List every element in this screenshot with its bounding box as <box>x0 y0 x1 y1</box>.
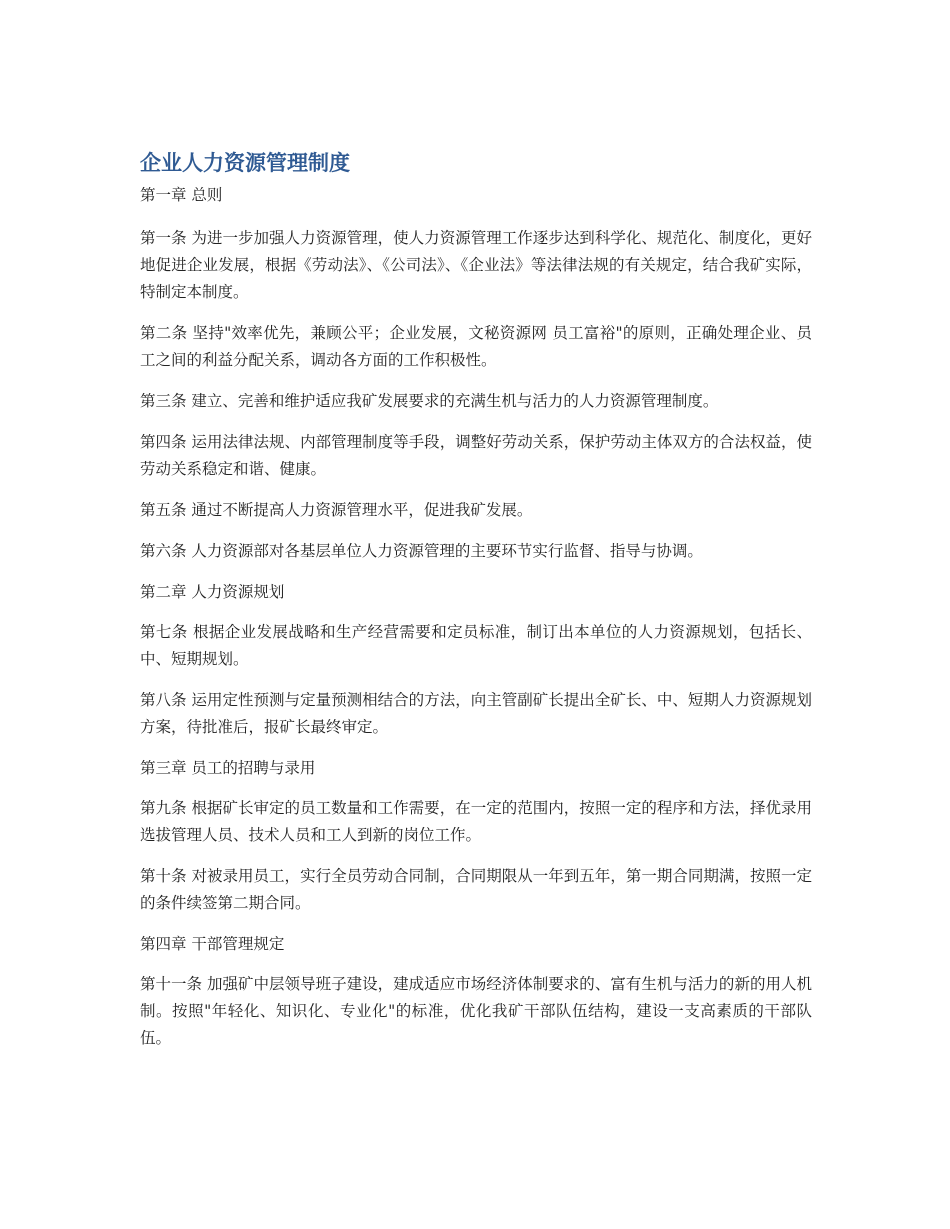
article-paragraph: 第七条 根据企业发展战略和生产经营需要和定员标准，制订出本单位的人力资源规划，包括长、中、短期规划。 <box>140 623 812 668</box>
article-paragraph: 第十一条 加强矿中层领导班子建设，建成适应市场经济体制要求的、富有生机与活力的新的用人机制。按照"年轻化、知识化、专业化"的标准，优化我矿干部队伍结构，建设一支高素质的干部队伍。 <box>140 975 812 1047</box>
chapter-heading: 第三章 员工的招聘与录用 <box>140 759 316 777</box>
chapter-heading: 第四章 干部管理规定 <box>140 935 285 953</box>
article-paragraph: 第三条 建立、完善和维护适应我矿发展要求的充满生机与活力的人力资源管理制度。 <box>140 392 719 410</box>
chapter-heading: 第一章 总则 <box>140 186 223 204</box>
document-title: 企业人力资源管理制度 <box>140 151 350 175</box>
article-paragraph: 第九条 根据矿长审定的员工数量和工作需要，在一定的范围内，按照一定的程序和方法，择优录用选拔管理人员、技术人员和工人到新的岗位工作。 <box>140 799 812 844</box>
chapter-heading: 第二章 人力资源规划 <box>140 583 285 601</box>
article-paragraph: 第五条 通过不断提高人力资源管理水平，促进我矿发展。 <box>140 501 533 519</box>
article-paragraph: 第六条 人力资源部对各基层单位人力资源管理的主要环节实行监督、指导与协调。 <box>140 542 703 560</box>
article-paragraph: 第四条 运用法律法规、内部管理制度等手段，调整好劳动关系，保护劳动主体双方的合法权益，使劳动关系稳定和谐、健康。 <box>140 433 812 478</box>
article-paragraph: 第十条 对被录用员工，实行全员劳动合同制，合同期限从一年到五年，第一期合同期满，按照一定的条件续签第二期合同。 <box>140 867 812 912</box>
article-paragraph: 第一条 为进一步加强人力资源管理，使人力资源管理工作逐步达到科学化、规范化、制度化，更好地促进企业发展，根据《劳动法》、《公司法》、《企业法》等法律法规的有关规定，结合我矿实际，特制定本制度。 <box>140 229 812 301</box>
article-paragraph: 第八条 运用定性预测与定量预测相结合的方法，向主管副矿长提出全矿长、中、短期人力资源规划方案，待批准后，报矿长最终审定。 <box>140 691 812 736</box>
article-paragraph: 第二条 坚持"效率优先，兼顾公平；企业发展，文秘资源网 员工富裕"的原则，正确处理企业、员工之间的利益分配关系，调动各方面的工作积极性。 <box>140 324 812 369</box>
document-page <box>140 148 812 1066</box>
